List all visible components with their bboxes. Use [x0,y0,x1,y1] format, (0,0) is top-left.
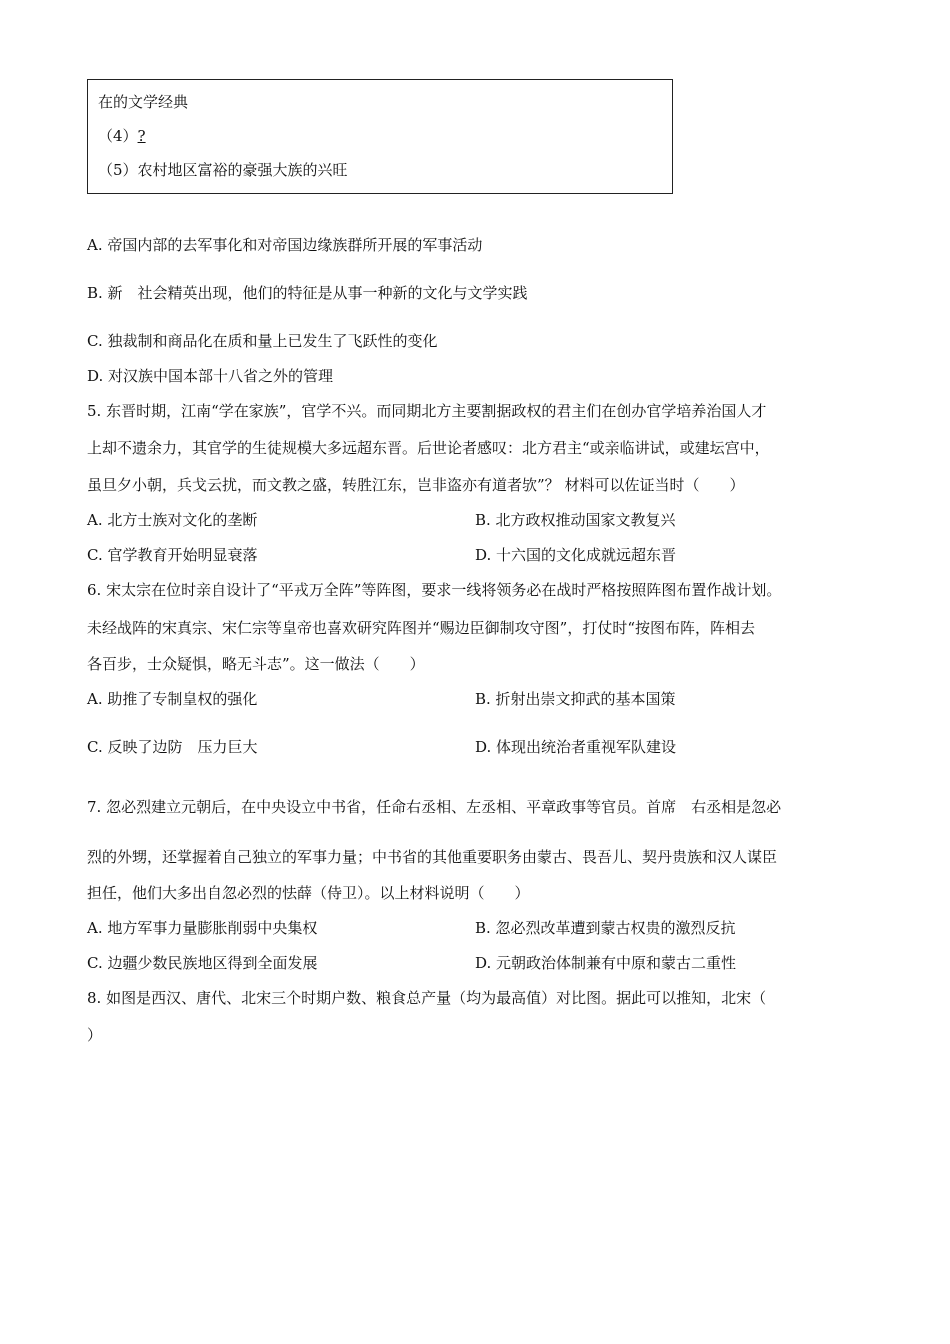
q5-option-c: C. 官学教育开始明显衰落 [87,546,258,564]
q6-stem-line-2: 未经战阵的宋真宗、宋仁宗等皇帝也喜欢研究阵图并“赐边臣御制攻守图”，打仗时“按图布阵，阵相去 [87,619,756,637]
table-line-2-answer: ? [137,127,146,145]
material-table-box [87,79,673,194]
q6-option-c: C. 反映了边防 压力巨大 [87,738,258,756]
q5-stem-line-1: 5. 东晋时期，江南“学在家族”，官学不兴。而同期北方主要割据政权的君主们在创办官学培养治国人才 [87,402,767,420]
table-line-2 [98,125,146,146]
q6-option-d: D. 体现出统治者重视军队建设 [475,738,677,756]
q8-stem-line-2: ） [87,1026,103,1044]
q7-stem-line-3: 担任，他们大多出自忽必烈的怯薛（侍卫）。以上材料说明（ ） [87,884,530,902]
q7-option-d: D. 元朝政治体制兼有中原和蒙古二重性 [475,954,737,972]
q4-option-b: B. 新 社会精英出现，他们的特征是从事一种新的文化与文学实践 [87,284,528,302]
q7-option-b: B. 忽必烈改革遭到蒙古权贵的激烈反抗 [475,919,736,937]
q4-option-a: A. 帝国内部的去军事化和对帝国边缘族群所开展的军事活动 [87,236,483,254]
q6-stem-line-3: 各百步，士众疑惧，略无斗志”。这一做法（ ） [87,655,425,673]
q7-stem-line-1: 7. 忽必烈建立元朝后，在中央设立中书省，任命右丞相、左丞相、平章政事等官员。首席 右丞相是忽必 [87,798,782,816]
q6-stem-line-1: 6. 宋太宗在位时亲自设计了“平戎万全阵”等阵图，要求一线将领务必在战时严格按照阵图布置作战计划。 [87,581,782,599]
q5-stem-line-2: 上却不遗余力，其官学的生徒规模大多远超东晋。后世论者感叹：北方君主“或亲临讲试，或建坛宫中， [87,439,770,457]
q5-option-d: D. 十六国的文化成就远超东晋 [475,546,677,564]
q6-option-a: A. 助推了专制皇权的强化 [87,690,258,708]
q7-option-a: A. 地方军事力量膨胀削弱中央集权 [87,919,318,937]
q8-stem-line-1: 8. 如图是西汉、唐代、北宋三个时期户数、粮食总产量（均为最高值）对比图。据此可以推知，北宋（ [87,989,767,1007]
q7-option-c: C. 边疆少数民族地区得到全面发展 [87,954,318,972]
q4-option-d: D. 对汉族中国本部十八省之外的管理 [87,367,334,385]
q7-stem-line-2: 烈的外甥，还掌握着自己独立的军事力量；中书省的其他重要职务由蒙古、畏吾儿、契丹贵族和汉人谋臣 [87,848,778,866]
table-line-2-prefix: （4） [98,127,138,145]
q6-option-b: B. 折射出崇文抑武的基本国策 [475,690,676,708]
q4-option-c: C. 独裁制和商品化在质和量上已发生了飞跃性的变化 [87,332,438,350]
table-line-3: （5）农村地区富裕的豪强大族的兴旺 [98,161,348,179]
table-line-1: 在的文学经典 [98,93,189,111]
q5-stem-line-3: 虽旦夕小朝，兵戈云扰，而文教之盛，转胜江东，岂非盗亦有道者欤”？ 材料可以佐证当时（ ） [87,476,745,494]
q5-option-b: B. 北方政权推动国家文教复兴 [475,511,676,529]
q5-option-a: A. 北方士族对文化的垄断 [87,511,258,529]
